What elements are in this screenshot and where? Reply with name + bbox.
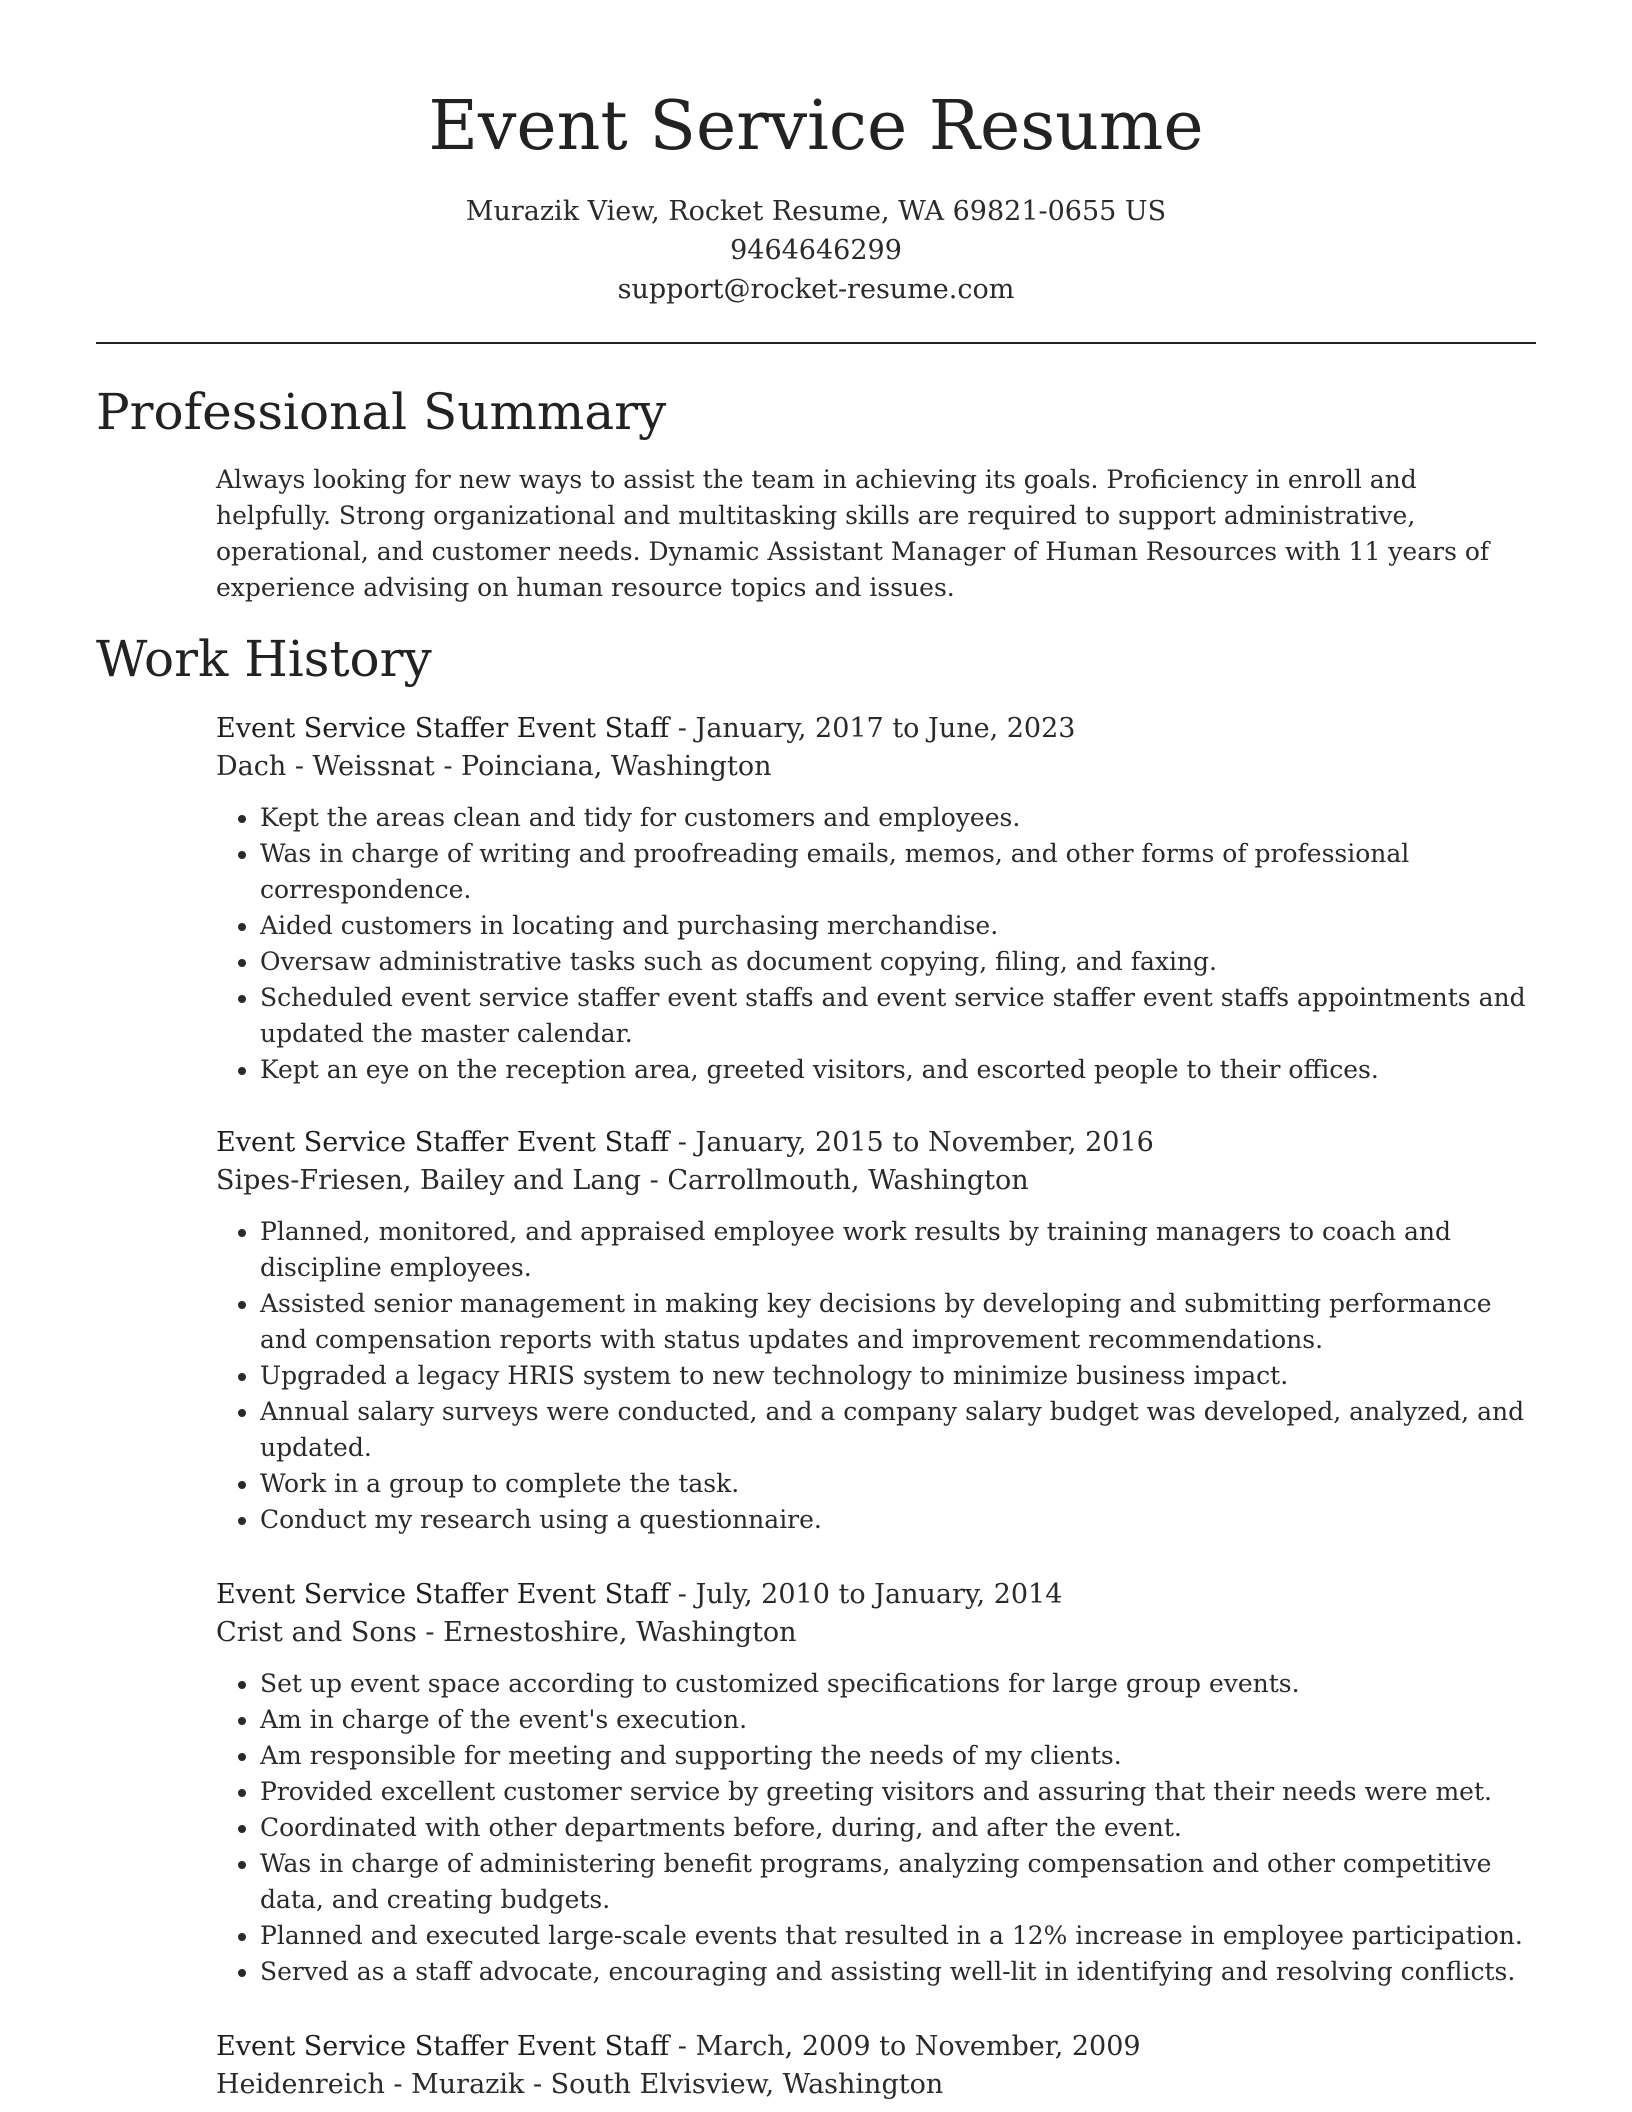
job-dates: - July, 2010 to January, 2014 <box>669 1579 1063 1610</box>
contact-block <box>0 192 1632 309</box>
job-header <box>216 2028 1536 2066</box>
bullet-item: • Set up event space according to customized specifications for large group events. <box>260 1666 1536 1702</box>
job-dates: - March, 2009 to November, 2009 <box>669 2031 1141 2062</box>
bullet-item: • Coordinated with other departments before, during, and after the event. <box>260 1810 1536 1846</box>
job-location: - Ernestoshire, Washington <box>416 1617 797 1648</box>
job-entry <box>216 1124 1536 1538</box>
job-title: Event Service Staffer Event Staff <box>216 1579 670 1610</box>
bullet-item: • Planned and executed large-scale events that resulted in a 12% increase in employee participation. <box>260 1918 1536 1954</box>
job-company: Sipes-Friesen, Bailey and Lang <box>216 1165 642 1196</box>
job-header <box>216 710 1536 748</box>
job-company: Dach - Weissnat <box>216 751 435 782</box>
contact-email: support@rocket-resume.com <box>617 274 1015 305</box>
summary-text: Always looking for new ways to assist the team in achieving its goals. Proficiency in enroll and helpfully. Strong organizational and multitasking skills are required to support administrative, operational, and customer needs. Dynamic Assistant Manager of Human Resources with 11 years of experience advising on human resource topics and issues. <box>216 465 1490 602</box>
bullet-item: • Scheduled event service staffer event staffs and event service staffer event staffs appointments and updated the master calendar. <box>260 980 1536 1052</box>
resume-title: Event Service Resume <box>428 87 1204 166</box>
job-dates: - January, 2015 to November, 2016 <box>669 1127 1154 1158</box>
job-header <box>216 1124 1536 1162</box>
job-location: - South Elvisview, Washington <box>524 2069 944 2100</box>
job-location: - Carrollmouth, Washington <box>641 1165 1029 1196</box>
bullet-item: • Am responsible for meeting and supporting the needs of my clients. <box>260 1738 1536 1774</box>
job-title: Event Service Staffer Event Staff <box>216 1127 670 1158</box>
bullet-item: • Was in charge of writing and proofreading emails, memos, and other forms of professional correspondence. <box>260 836 1536 908</box>
work-history-heading: Work History <box>96 630 432 688</box>
bullet-item: • Work in a group to complete the task. <box>260 1466 1536 1502</box>
job-company-line <box>216 1162 1536 1200</box>
bullet-item: • Planned, monitored, and appraised employee work results by training managers to coach and discipline employees. <box>260 1214 1536 1286</box>
contact-phone: 9464646299 <box>730 235 902 266</box>
bullet-item: • Am in charge of the event's execution. <box>260 1702 1536 1738</box>
job-company-line <box>216 1614 1536 1652</box>
bullet-item: • Annual salary surveys were conducted, and a company salary budget was developed, analyzed, and updated. <box>260 1394 1536 1466</box>
bullet-item: • Aided customers in locating and purchasing merchandise. <box>260 908 1536 944</box>
job-bullets <box>216 800 1536 1088</box>
bullet-item: • Served as a staff advocate, encouraging and assisting well-lit in identifying and resolving conflicts. <box>260 1954 1536 1990</box>
bullet-item: • Kept the areas clean and tidy for customers and employees. <box>260 800 1536 836</box>
contact-address: Murazik View, Rocket Resume, WA 69821-0655 US <box>465 196 1167 227</box>
job-header <box>216 1576 1536 1614</box>
job-company-line <box>216 748 1536 786</box>
bullet-item: • Upgraded a legacy HRIS system to new technology to minimize business impact. <box>260 1358 1536 1394</box>
bullet-item: • Oversaw administrative tasks such as document copying, filing, and faxing. <box>260 944 1536 980</box>
job-bullets <box>216 1666 1536 1990</box>
bullet-item: • Provided excellent customer service by greeting visitors and assuring that their needs were met. <box>260 1774 1536 1810</box>
bullet-item: • Assisted senior management in making key decisions by developing and submitting performance and compensation reports with status updates and improvement recommendations. <box>260 1286 1536 1358</box>
job-title: Event Service Staffer Event Staff <box>216 713 670 744</box>
job-bullets <box>216 1214 1536 1538</box>
bullet-item: • Kept an eye on the reception area, greeted visitors, and escorted people to their offices. <box>260 1052 1536 1088</box>
job-title: Event Service Staffer Event Staff <box>216 2031 670 2062</box>
job-entry <box>216 1576 1536 1990</box>
bullet-item: • Was in charge of administering benefit programs, analyzing compensation and other competitive data, and creating budgets. <box>260 1846 1536 1918</box>
job-entry <box>216 2028 1536 2104</box>
header-divider <box>96 342 1536 344</box>
job-location: - Poinciana, Washington <box>434 751 772 782</box>
job-entry <box>216 710 1536 1088</box>
job-company-line <box>216 2066 1536 2104</box>
job-dates: - January, 2017 to June, 2023 <box>669 713 1076 744</box>
job-company: Crist and Sons <box>216 1617 417 1648</box>
summary-heading: Professional Summary <box>96 383 667 441</box>
job-company: Heidenreich - Murazik <box>216 2069 525 2100</box>
bullet-item: • Conduct my research using a questionnaire. <box>260 1502 1536 1538</box>
